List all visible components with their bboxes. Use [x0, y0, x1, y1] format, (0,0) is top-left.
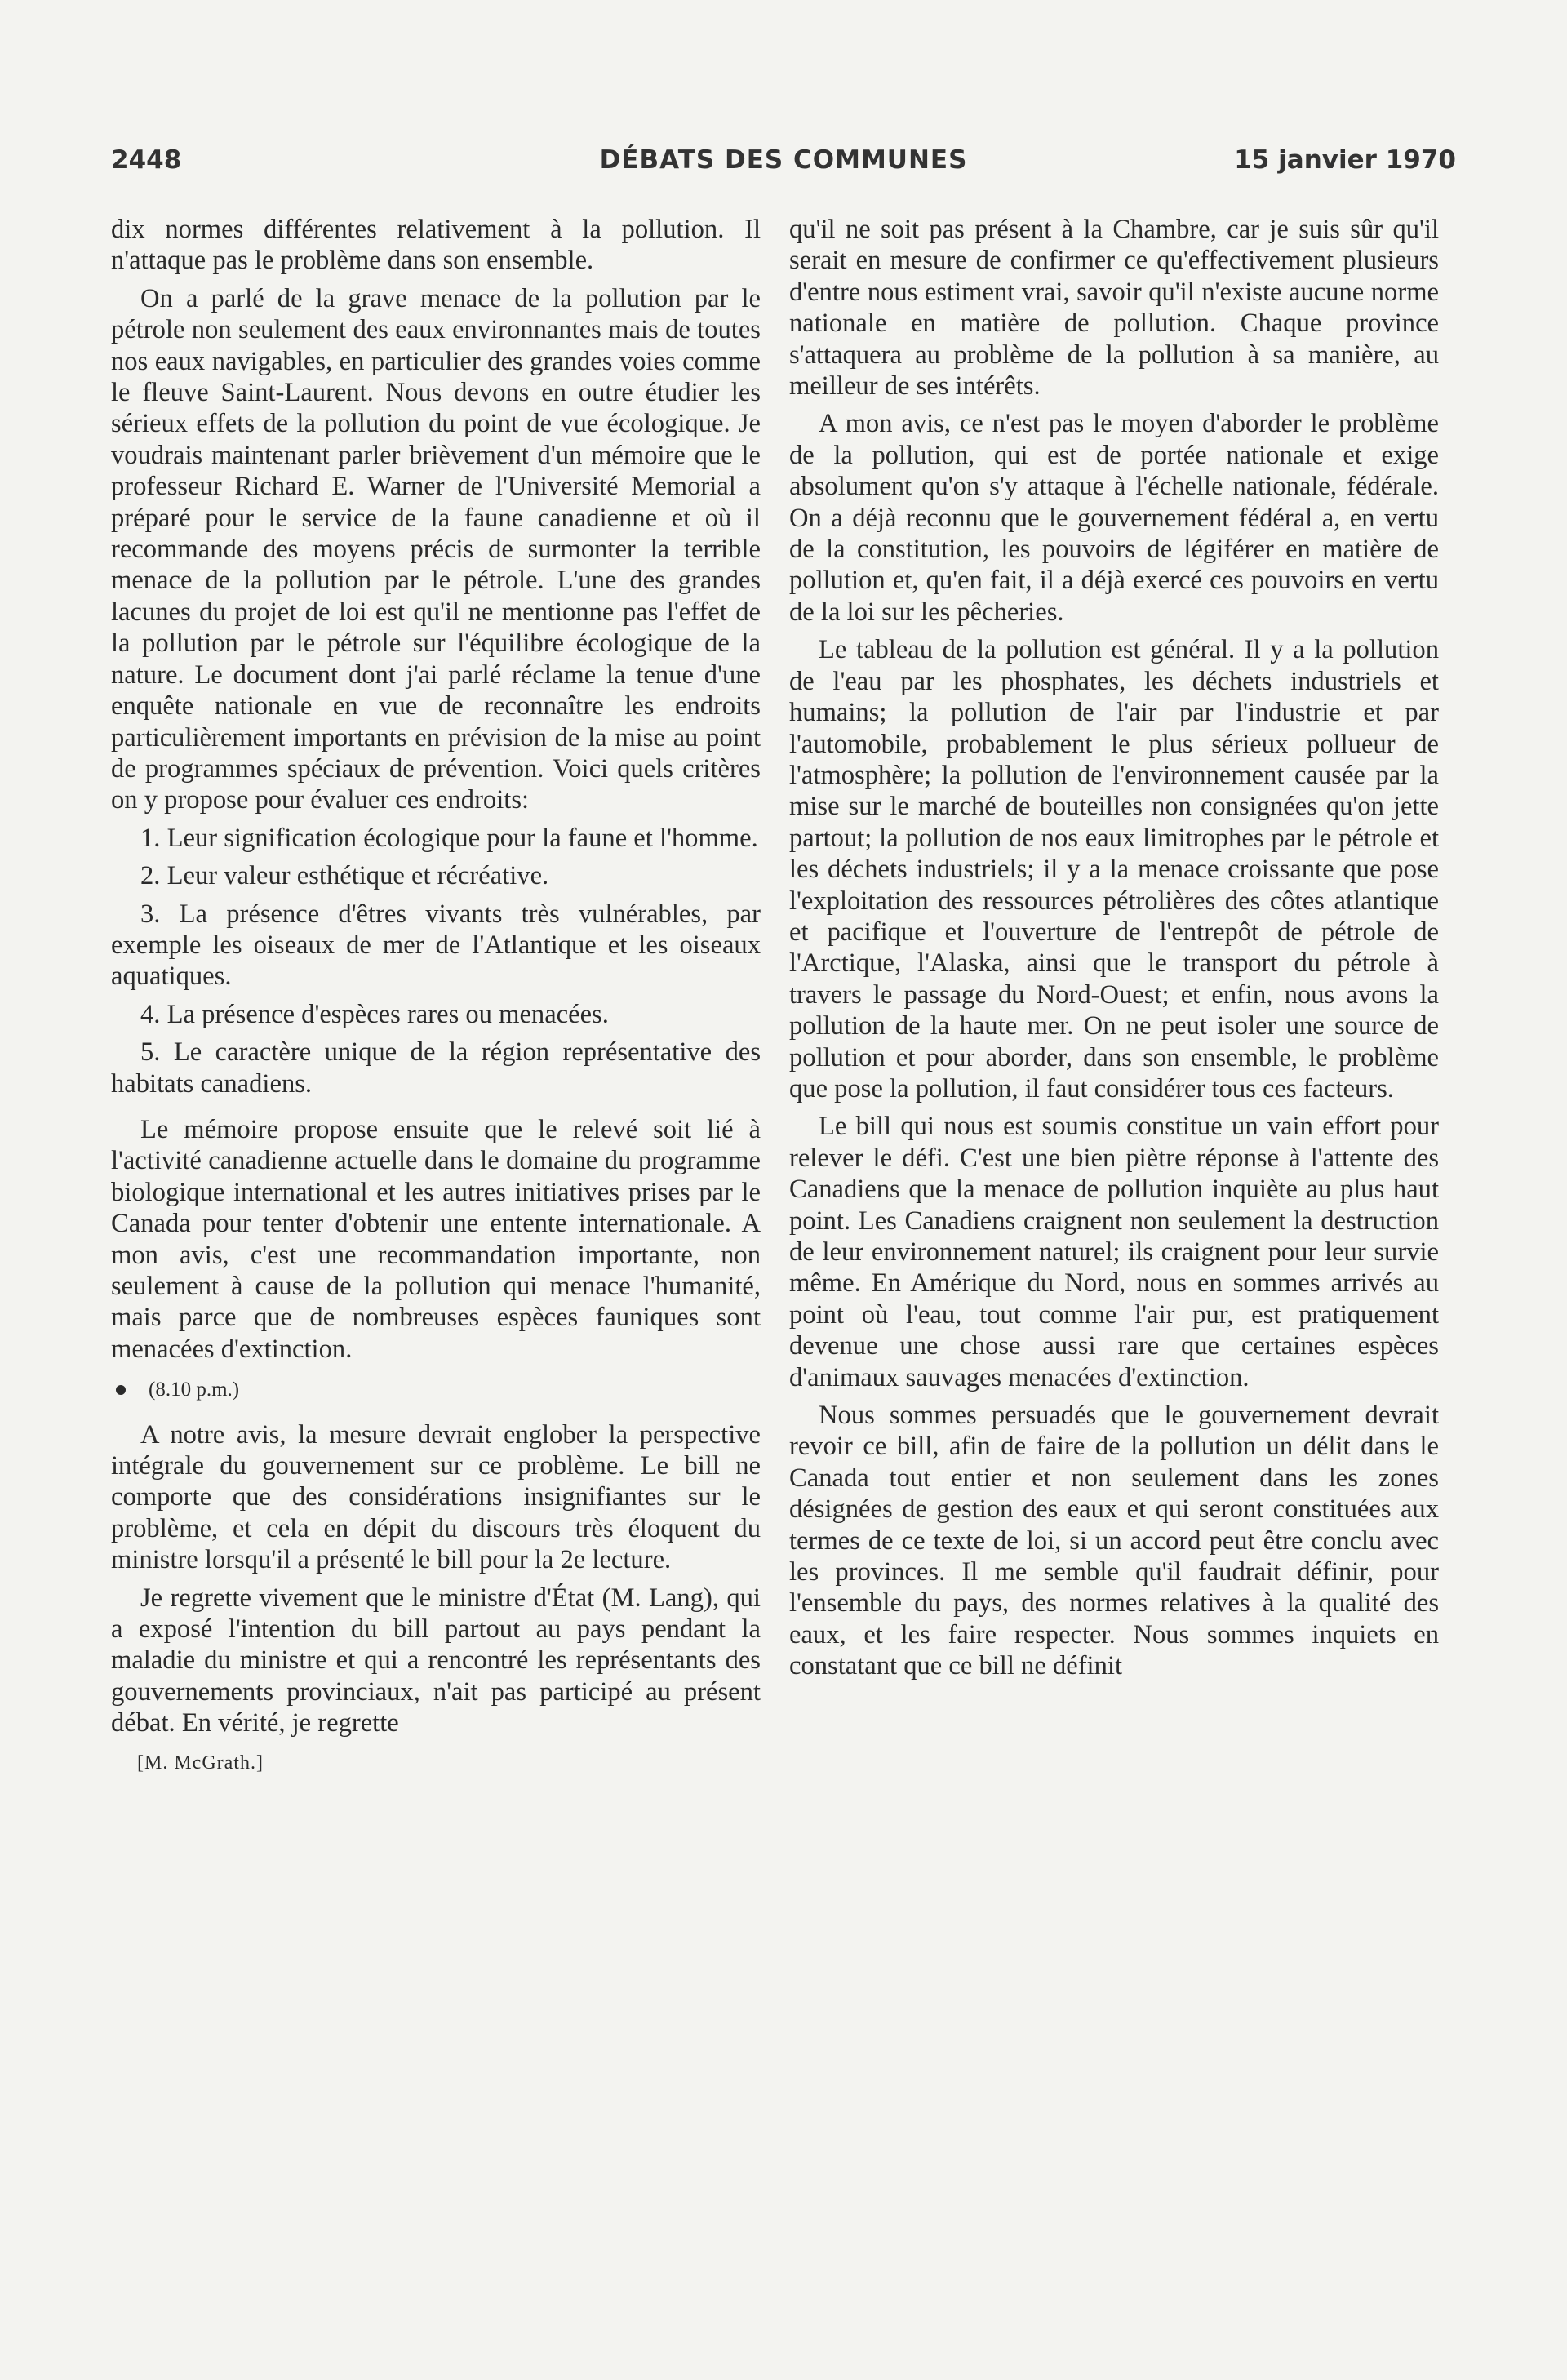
- time-stamp: (8.10 p.m.): [149, 1379, 240, 1401]
- paragraph: A notre avis, la mesure devrait englober la perspective intégrale du gouvernement sur ce problème. Le bill ne comporte que des considérations insignifiantes sur le problème, et cela en dépit du discours très éloquent du ministre lorsqu'il a présenté le bill pour la 2e lecture.: [111, 1419, 761, 1575]
- list-item: 1. Leur signification écologique pour la faune et l'homme.: [140, 823, 758, 853]
- paragraph: Le tableau de la pollution est général. Il y a la pollution de l'eau par les phosphates, les déchets industriels et humains; la pollution de l'air par l'industrie et par l'automobile, probablement le plus sérieux pollueur de l'atmosphère; la pollution de l'environnement causée par la mise sur le marché de bouteilles non consignées qu'on jette partout; la pollution de nos eaux limitrophes par le pétrole et les déchets industriels; il y a la menace croissante que pose l'exploitation des ressources pétrolières des côtes atlantique et pacifique et l'ouverture de l'entrepôt de pétrole de l'Arctique, l'Alaska, ainsi que le transport du pétrole à travers le passage du Nord-Ouest; et enfin, nous avons la pollution de la haute mer. On ne peut isoler une source de pollution et pour aborder, dans son ensemble, le problème que pose la pollution, il faut considérer tous ces facteurs.: [789, 635, 1439, 1103]
- left-column: [111, 214, 761, 1778]
- journal-title: DÉBATS DES COMMUNES: [599, 145, 968, 175]
- right-column: [789, 214, 1439, 1689]
- paragraph: On a parlé de la grave menace de la pollution par le pétrole non seulement des eaux environnantes mais de toutes nos eaux navigables, en particulier des grandes voies comme le fleuve Saint-Laurent. Nous devons en outre étudier les sérieux effets de la pollution du point de vue écologique. Je voudrais maintenant parler brièvement d'un mémoire que le professeur Richard E. Warner de l'Université Memorial a préparé pour le service de la faune canadienne et où il recommande des moyens précis de surmonter la terrible menace de la pollution par le pétrole. L'une des grandes lacunes du projet de loi est qu'il ne mentionne pas l'effet de la pollution par le pétrole sur l'équilibre écologique de la nature. Le document dont j'ai parlé réclame la tenue d'une enquête nationale en vue de reconnaître les endroits particulièrement importants en prévision de la mise au point de programmes spéciaux de prévention. Voici quels critères on y propose pour évaluer ces endroits:: [111, 283, 761, 815]
- paragraph: A mon avis, ce n'est pas le moyen d'aborder le problème de la pollution, qui est de portée nationale et exige absolument qu'on s'y attaque à l'échelle nationale, fédérale. On a déjà reconnu que le gouvernement fédéral a, en vertu de la constitution, les pouvoirs de légiférer en matière de pollution et, qu'en fait, il a déjà exercé ces pouvoirs en vertu de la loi sur les pêcheries.: [789, 409, 1439, 627]
- list-item: 3. La présence d'êtres vivants très vulnérables, par exemple les oiseaux de mer de l'Atlantique et les oiseaux aquatiques.: [111, 899, 761, 992]
- list-item: 5. Le caractère unique de la région représentative des habitats canadiens.: [111, 1037, 761, 1099]
- page-number: 2448: [111, 145, 182, 175]
- paragraph: qu'il ne soit pas présent à la Chambre, car je suis sûr qu'il serait en mesure de confirmer ce qu'effectivement plusieurs d'entre nous estiment vrai, savoir qu'il n'existe aucune norme nationale en matière de pollution. Chaque province s'attaquera au problème de la pollution à sa manière, au meilleur de ses intérêts.: [789, 215, 1439, 402]
- paragraph: Nous sommes persuadés que le gouvernement devrait revoir ce bill, afin de faire de la pollution un délit dans le Canada tout entier et non seulement dans les zones désignées de gestion des eaux et qui seront constituées aux termes de ce texte de loi, si un accord peut être conclu avec les provinces. Il me semble qu'il faudrait définir, pour l'ensemble du pays, des normes relatives à la qualité des eaux, et les faire respecter. Nous sommes inquiets en constatant que ce bill ne définit: [789, 1401, 1439, 1681]
- paragraph: Le bill qui nous est soumis constitue un vain effort pour relever le défi. C'est une bien piètre réponse à l'attente des Canadiens que la menace de pollution inquiète au plus haut point. Les Canadiens craignent non seulement la destruction de leur environnement naturel; ils craignent pour leur survie même. En Amérique du Nord, nous en sommes arrivés au point où l'eau, tout comme l'air pur, est pratiquement devenue une chose aussi rare que certaines espèces d'animaux sauvages menacées d'extinction.: [789, 1112, 1439, 1392]
- page-header: [111, 145, 1456, 181]
- list-item: 2. Leur valeur esthétique et récréative.: [140, 861, 549, 891]
- time-marker: [111, 1374, 761, 1405]
- speaker-attribution: [M. McGrath.]: [137, 1752, 264, 1774]
- paragraph: Le mémoire propose ensuite que le relevé soit lié à l'activité canadienne actuelle dans le domaine du programme biologique international et les autres initiatives prises par le Canada pour tenter d'obtenir une entente internationale. A mon avis, c'est une recommandation importante, non seulement à cause de la pollution qui menace l'humanité, mais parce que de nombreuses espèces fauniques sont menacées d'extinction.: [111, 1114, 761, 1364]
- issue-date: 15 janvier 1970: [1234, 145, 1456, 175]
- bullet-icon: [116, 1385, 126, 1395]
- list-item: 4. La présence d'espèces rares ou menacées.: [140, 999, 609, 1029]
- paragraph: dix normes différentes relativement à la pollution. Il n'attaque pas le problème dans son ensemble.: [111, 215, 761, 276]
- paragraph: Je regrette vivement que le ministre d'État (M. Lang), qui a exposé l'intention du bill partout au pays pendant la maladie du ministre et qui a rencontré les représentants des gouvernements provinciaux, n'ait pas participé au présent débat. En vérité, je regrette: [111, 1583, 761, 1738]
